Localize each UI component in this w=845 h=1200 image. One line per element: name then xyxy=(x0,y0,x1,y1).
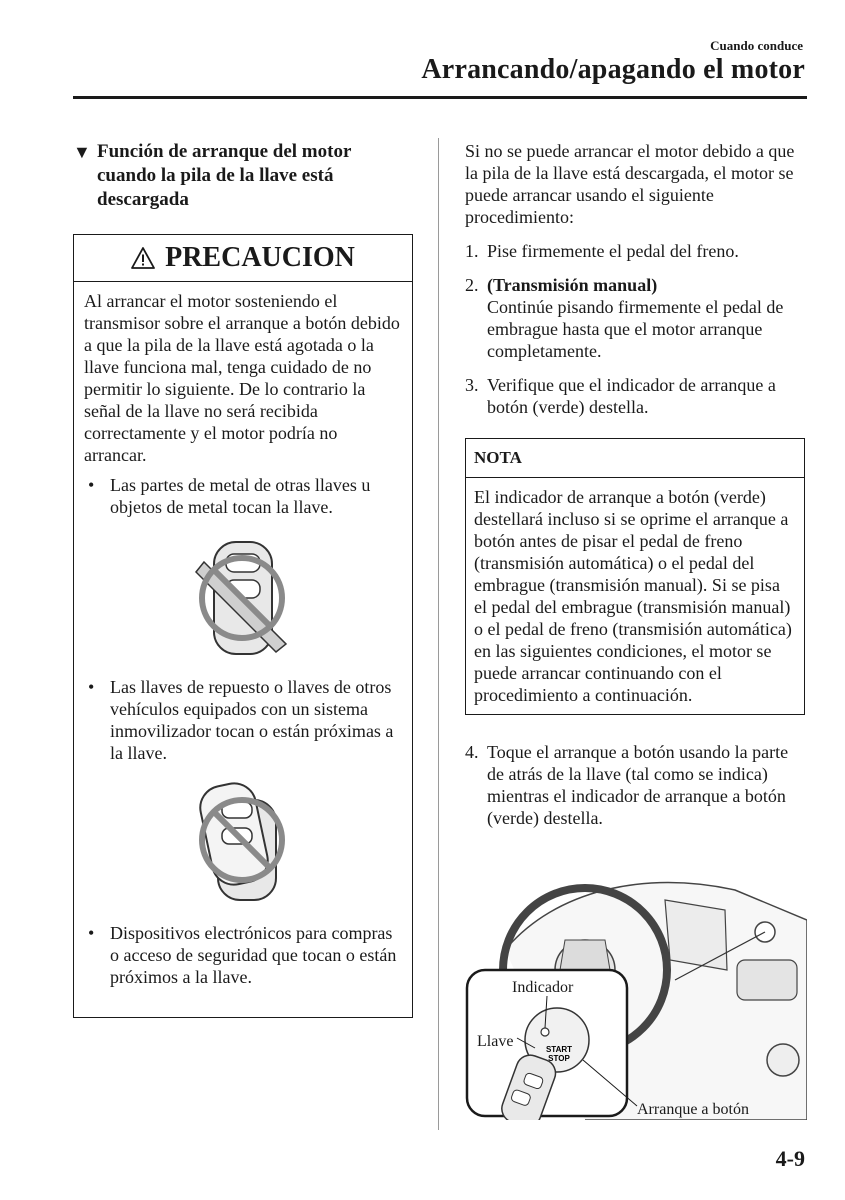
key-touching-metal-illustration xyxy=(194,532,294,662)
bullet-icon: • xyxy=(88,923,95,943)
step-3: 3. Verifique que el indicador de arranque a botón (verde) destella. xyxy=(465,375,776,417)
caution-intro: Al arrancar el motor sosteniendo el transmisor sobre el arranque a botón debido a que la pila de la llave está agotada o la llave funciona mal, tenga cuidado de no permitir lo siguiente. De lo contrario la señal de la llave no será recibida correctamente y el motor podría no arrancar. xyxy=(84,291,400,465)
key-label: Llave xyxy=(477,1033,514,1050)
step-2-heading: (Transmisión manual) xyxy=(487,275,658,295)
triangle-down-icon: ▼ xyxy=(73,142,91,162)
note-box xyxy=(465,438,805,715)
step-4: 4. Toque el arranque a botón usando la parte de atrás de la llave (tal como se indica) mientras el indicador de arranque a botón (verde) destella. xyxy=(465,742,789,828)
stop-label: STOP xyxy=(548,1054,570,1063)
caution-bullet: • Las partes de metal de otras llaves u objetos de metal tocan la llave. xyxy=(84,474,400,518)
bullet-icon: • xyxy=(88,677,95,697)
caution-box xyxy=(73,234,413,1018)
indicator-label: Indicador xyxy=(512,979,574,996)
bullet-icon: • xyxy=(88,475,95,495)
caution-header xyxy=(74,235,412,282)
note-title: NOTA xyxy=(466,439,804,478)
note-body: El indicador de arranque a botón (verde) destellará incluso si se oprime el arranque a botón antes de pisar el pedal de freno (transmisión automática) o el pedal del embrague (transmisión manual). Si se pisa el pedal del embrague (transmisión manual) o el pedal de freno (transmisión automática) en las siguientes condiciones, el motor se puede arrancar continuando con el procedimiento a continuación. xyxy=(474,487,792,705)
caution-bullet: • Las llaves de repuesto o llaves de otros vehículos equipados con un sistema inmovilizador tocan o están próximas a la llave. xyxy=(84,676,400,764)
caution-body xyxy=(74,282,412,988)
section-label: Cuando conduce xyxy=(710,38,803,53)
dashboard-start-button-figure xyxy=(465,860,807,1120)
section-heading-text: Función de arranque del motor cuando la pila de la llave está descargada xyxy=(97,141,352,210)
page-number: 4-9 xyxy=(775,1146,805,1171)
step-1: 1. Pise firmemente el pedal del freno. xyxy=(465,241,739,261)
procedure-intro: Si no se puede arrancar el motor debido a que la pila de la llave está descargada, el motor se puede arrancar usando el siguiente procedimiento: xyxy=(465,141,795,227)
start-label: START xyxy=(545,1045,573,1054)
caution-title: PRECAUCION xyxy=(165,242,355,273)
section-heading xyxy=(73,140,413,212)
left-column xyxy=(73,140,413,987)
page-title: Arrancando/apagando el motor xyxy=(421,54,805,85)
step-2: 2. (Transmisión manual) Continúe pisando firmemente el pedal de embrague hasta que el motor arranque completamente. xyxy=(465,275,784,361)
warning-icon xyxy=(131,246,155,270)
right-column xyxy=(465,140,807,1118)
two-keys-illustration xyxy=(194,778,294,908)
column-divider xyxy=(438,138,439,1130)
start-button-label: Arranque a botón xyxy=(637,1101,749,1118)
title-rule xyxy=(73,96,807,99)
caution-bullet: • Dispositivos electrónicos para compras o acceso de seguridad que tocan o están próximos a la llave. xyxy=(84,922,400,988)
